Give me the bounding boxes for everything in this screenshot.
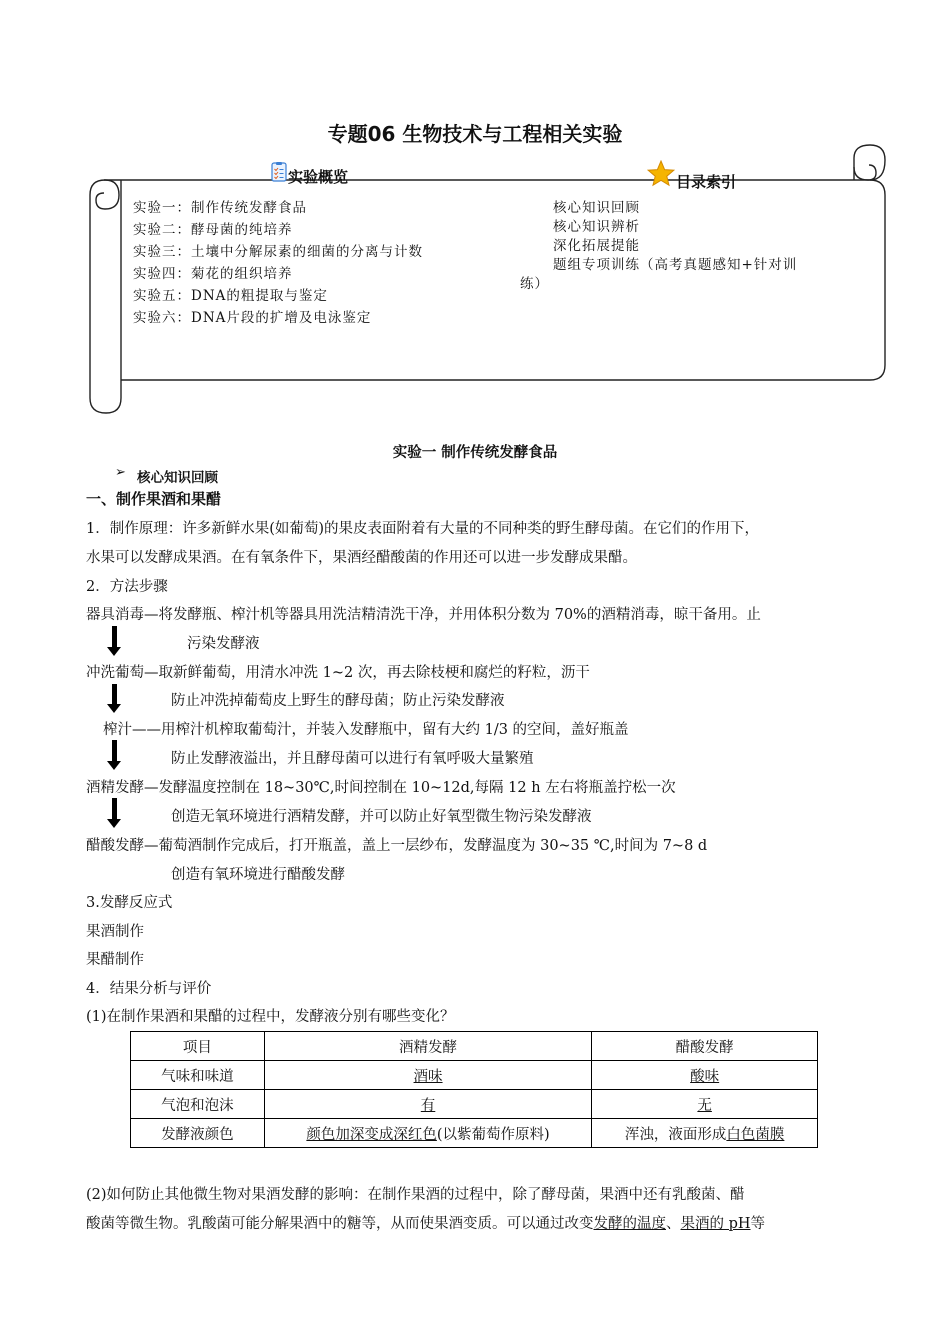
table-cell: 气味和味道 <box>131 1061 265 1090</box>
step-note: 创造有氧环境进行醋酸发酵 <box>171 867 345 883</box>
paragraph-line <box>86 1212 765 1233</box>
index-item: 核心知识辨析 <box>553 219 640 235</box>
cell-note: (以紫葡萄作原料) <box>436 1126 550 1143</box>
paragraph-line: (1)在制作果酒和果醋的过程中，发酵液分别有哪些变化？ <box>86 1009 455 1025</box>
table-cell <box>592 1119 818 1148</box>
paragraph-line: 4．结果分析与评价 <box>86 981 212 997</box>
table-header: 酒精发酵 <box>264 1032 591 1061</box>
table-row <box>131 1090 818 1119</box>
table-cell <box>264 1119 591 1148</box>
step-text: 器具消毒—将发酵瓶、榨汁机等器具用洗洁精清洗干净，并用体积分数为 70%的酒精消毒，晾干备用。止 <box>86 607 761 623</box>
overview-item: 实验四：菊花的组织培养 <box>133 266 293 282</box>
answer-text: 白色菌膜 <box>726 1126 785 1143</box>
paragraph-line: 1．制作原理：许多新鲜水果(如葡萄)的果皮表面附着有大量的不同种类的野生酵母菌。在它们的作用下， <box>86 521 760 537</box>
table-header-row <box>131 1032 818 1061</box>
table-row <box>131 1061 818 1090</box>
step-note: 污染发酵液 <box>187 636 260 652</box>
paragraph-line: 3.发酵反应式 <box>86 895 173 911</box>
table-header: 醋酸发酵 <box>592 1032 818 1061</box>
paragraph-line: (2)如何防止其他微生物对果酒发酵的影响：在制作果酒的过程中，除了酵母菌，果酒中还有乳酸菌、醋 <box>86 1187 745 1203</box>
table-cell <box>264 1061 591 1090</box>
step-note: 创造无氧环境进行酒精发酵，并可以防止好氧型微生物污染发酵液 <box>171 809 592 825</box>
overview-label: 实验概览 <box>288 168 349 186</box>
table-row <box>131 1119 818 1148</box>
table-cell: 气泡和泡沫 <box>131 1090 265 1119</box>
text-run: 、 <box>666 1216 681 1232</box>
down-arrow-icon <box>112 798 117 820</box>
overview-item: 实验一：制作传统发酵食品 <box>133 200 307 216</box>
answer-text: 酸味 <box>690 1068 720 1085</box>
text-run: 酸菌等微生物。乳酸菌可能分解果酒中的糖等，从而使果酒变质。可以通过改变 <box>86 1216 594 1232</box>
answer-text: 颜色加深变成深红色 <box>306 1126 437 1143</box>
answer-text: 酒味 <box>413 1068 443 1085</box>
step-text: 醋酸发酵—葡萄酒制作完成后，打开瓶盖，盖上一层纱布，发酵温度为 30~35 ℃,时间为 7~8 d <box>86 838 708 854</box>
overview-item: 实验二：酵母菌的纯培养 <box>133 222 293 238</box>
overview-item: 实验三：土壤中分解尿素的细菌的分离与计数 <box>133 244 423 260</box>
answer-text: 果酒的 pH <box>680 1216 751 1232</box>
index-item: 题组专项训练（高考真题感知+针对训 <box>553 257 798 273</box>
paragraph-line: 果醋制作 <box>86 952 144 968</box>
table-cell <box>592 1061 818 1090</box>
answer-text: 无 <box>697 1097 712 1114</box>
paragraph-line: 水果可以发酵成果酒。在有氧条件下，果酒经醋酸菌的作用还可以进一步发酵成果醋。 <box>86 550 637 566</box>
step-text: 冲洗葡萄—取新鲜葡萄，用清水冲洗 1~2 次，再去除枝梗和腐烂的籽粒，沥干 <box>86 665 590 681</box>
step-note: 防止冲洗掉葡萄皮上野生的酵母菌；防止污染发酵液 <box>171 693 505 709</box>
step-note: 防止发酵液溢出，并且酵母菌可以进行有氧呼吸大量繁殖 <box>171 751 534 767</box>
paragraph-line: 2．方法步骤 <box>86 579 168 595</box>
page-title: 专题06 生物技术与工程相关实验 <box>327 122 623 146</box>
table-cell <box>264 1090 591 1119</box>
bullet-arrow-icon: ➢ <box>115 465 126 480</box>
answer-text: 有 <box>420 1097 436 1114</box>
overview-item: 实验六：DNA片段的扩增及电泳鉴定 <box>133 310 372 326</box>
table-cell: 发酵液颜色 <box>131 1119 265 1148</box>
review-heading: 核心知识回顾 <box>137 470 218 486</box>
table-header: 项目 <box>131 1032 265 1061</box>
answer-text: 发酵的温度 <box>593 1216 666 1232</box>
cell-text: 浑浊，液面形成 <box>624 1126 727 1143</box>
part-heading: 一、制作果酒和果醋 <box>86 490 222 508</box>
index-label: 目录索引 <box>676 173 737 191</box>
down-arrow-icon <box>112 684 117 705</box>
section-title: 实验一 制作传统发酵食品 <box>392 445 558 461</box>
paragraph-line: 果酒制作 <box>86 924 144 940</box>
index-item: 练） <box>520 276 549 292</box>
step-text: 酒精发酵—发酵温度控制在 18~30℃,时间控制在 10~12d,每隔 12 h 左右将瓶盖拧松一次 <box>86 780 676 796</box>
fermentation-table <box>130 1031 818 1148</box>
down-arrow-icon <box>112 740 117 762</box>
table-cell <box>592 1090 818 1119</box>
checklist-icon <box>271 162 287 182</box>
star-icon <box>647 160 675 188</box>
text-run: 等 <box>750 1216 766 1232</box>
overview-item: 实验五：DNA的粗提取与鉴定 <box>133 288 328 304</box>
index-item: 深化拓展提能 <box>553 238 640 254</box>
down-arrow-icon <box>112 626 117 648</box>
step-text: 榨汁——用榨汁机榨取葡萄汁，并装入发酵瓶中，留有大约 1/3 的空间，盖好瓶盖 <box>103 722 629 738</box>
index-item: 核心知识回顾 <box>553 200 640 216</box>
